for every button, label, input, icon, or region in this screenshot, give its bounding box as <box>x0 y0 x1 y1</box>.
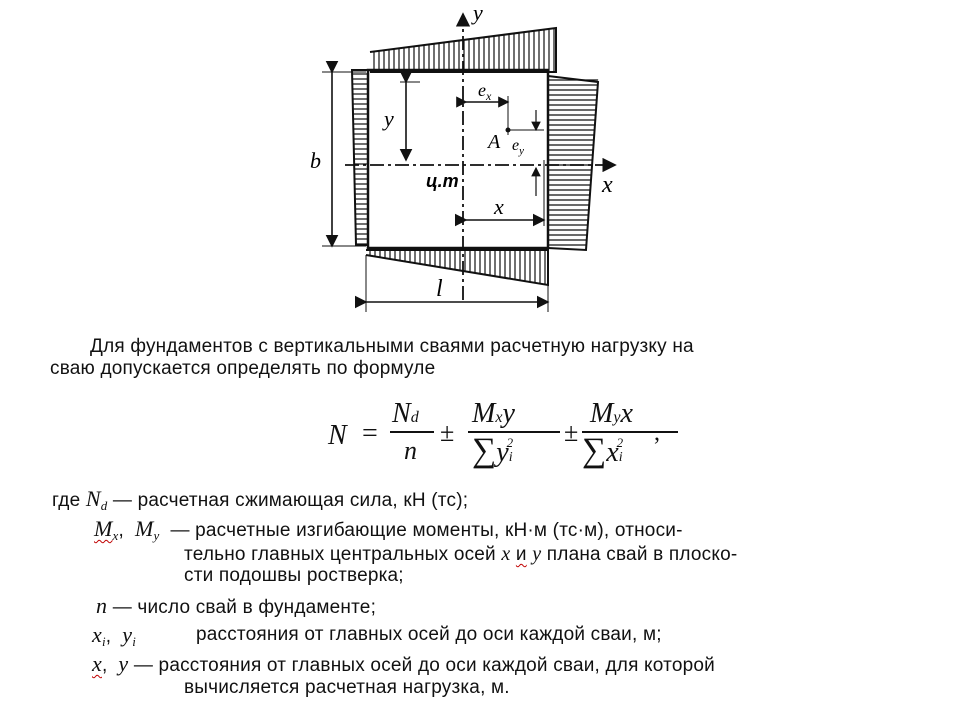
bottom-stress-diagram <box>366 250 548 285</box>
formula-nd: Nd <box>392 398 419 429</box>
dimension-x-label: x <box>494 194 504 219</box>
definition-x-y: x, y — расстояния от главных осей до оси каждой сваи, для которой <box>92 651 715 676</box>
formula-lhs: N <box>328 420 347 451</box>
formula-comma: , <box>654 420 660 446</box>
centroid-label: ц.т <box>426 171 459 191</box>
formula-sum-1: $\sum yi^2$ <box>472 432 514 469</box>
dimension-b-label: b <box>310 148 321 173</box>
load-formula <box>320 398 680 470</box>
formula-n: n <box>404 436 417 465</box>
definition-moments: $M_x$, $M_y$ — расчетные изгибающие моменты, кН·м (тс·м), относи- <box>94 516 683 543</box>
point-a-marker <box>506 128 511 133</box>
definition-nd: где $N_d$ — расчетная сжимающая сила, кН (тс); <box>52 486 469 513</box>
dimension-l-label: l <box>436 276 443 302</box>
definition-moments-line3: сти подошвы ростверка; <box>184 565 404 586</box>
formula-my: Myx <box>590 398 633 429</box>
definition-xi-yi-text: расстояния от главных осей до оси каждой сваи, м; <box>196 624 662 645</box>
dimension-ey-label: $e_y$ <box>512 137 524 157</box>
dimension-y-label: y <box>384 106 394 131</box>
intro-line-2: сваю допускается определять по формуле <box>50 358 436 379</box>
intro-line-1: Для фундаментов с вертикальными сваями расчетную нагрузку на <box>90 336 694 357</box>
formula-pm-2: ± <box>564 418 579 447</box>
formula-eq: = <box>362 418 378 449</box>
foundation-outline <box>368 70 548 248</box>
definition-x-y-line2: вычисляется расчетная нагрузка, м. <box>184 677 510 698</box>
axis-x-label: x <box>602 172 613 198</box>
definition-xi-yi: $x_i$, $y_i$ <box>92 622 137 649</box>
dimension-ex-label: $e_x$ <box>478 80 492 103</box>
axis-y-label: y <box>473 0 483 25</box>
definition-moments-line2: тельно главных центральных осей x и y плана свай в плоско- <box>184 543 738 565</box>
right-stress-diagram <box>548 76 598 250</box>
definition-n: n — число свай в фундаменте; <box>96 593 377 618</box>
formula-pm-1: ± <box>440 418 455 447</box>
left-stress-diagram <box>352 70 368 245</box>
formula-sum-2: $\sum xi^2$ <box>582 432 624 469</box>
point-a-label: A <box>488 131 501 153</box>
foundation-plan-diagram <box>0 0 960 330</box>
formula-mx: Mxy <box>472 398 515 429</box>
